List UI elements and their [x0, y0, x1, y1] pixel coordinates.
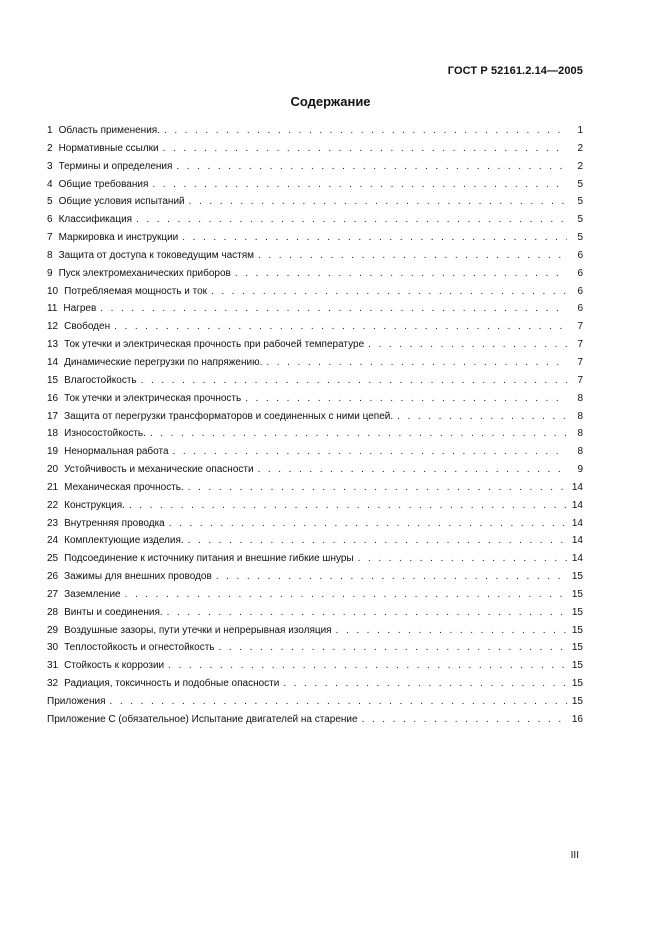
toc-entry-page: 14 [571, 535, 583, 547]
toc-entry-title: Ненормальная работа [64, 446, 169, 458]
toc-dot-leader [362, 711, 567, 729]
toc-entry [47, 300, 583, 318]
toc-entry-number: 14 [47, 356, 59, 368]
toc-dot-leader [219, 639, 567, 657]
toc-entry-page: 8 [577, 428, 583, 440]
toc-dot-leader [258, 461, 567, 479]
toc-entry-title: Влагостойкость [64, 374, 137, 386]
toc-entry-page: 15 [571, 642, 583, 654]
toc-dot-leader [173, 443, 567, 461]
toc-entry [47, 211, 583, 229]
toc-entry-page: 7 [577, 356, 583, 368]
toc-entry-number: 24 [47, 535, 59, 547]
toc-dot-leader [136, 211, 567, 229]
toc-entry-number: 25 [47, 553, 59, 565]
toc-entry-title: Стойкость к коррозии [64, 660, 165, 672]
toc-entry-page: 6 [577, 303, 583, 315]
toc-entry-title: Устойчивость и механические опасности [64, 464, 254, 476]
toc-entry-title: Зажимы для внешних проводов [64, 571, 212, 583]
toc-dot-leader [114, 318, 567, 336]
toc-entry-number: 29 [47, 624, 59, 636]
toc-entry-title: Воздушные зазоры, пути утечки и непрерывная изоляция [64, 624, 332, 636]
toc-entry [47, 657, 583, 675]
toc-entry [47, 479, 583, 497]
toc-entry-number: 5 [47, 196, 53, 208]
toc-entry-number: 31 [47, 660, 59, 672]
toc-entry-title: Износостойкость. [64, 428, 146, 440]
toc-entry-page: 1 [577, 125, 583, 136]
toc-dot-leader [283, 675, 567, 693]
toc-entry-page: 6 [577, 249, 583, 261]
toc-dot-leader [235, 265, 567, 283]
toc-entry [47, 176, 583, 194]
toc-entry-page: 2 [577, 160, 583, 172]
toc-dot-leader [266, 354, 567, 372]
toc-entry-title: Радиация, токсичность и подобные опасности [64, 678, 280, 690]
page-number: III [570, 850, 579, 861]
toc-entry-page: 8 [577, 392, 583, 404]
toc-dot-leader [110, 693, 567, 711]
toc-dot-leader [100, 300, 567, 318]
toc-entry [47, 122, 583, 140]
toc-entry-page: 15 [571, 624, 583, 636]
toc-entry-page: 8 [577, 446, 583, 458]
toc-entry-number: 18 [47, 428, 59, 440]
toc-entry-title: Комплектующие изделия. [64, 535, 184, 547]
toc-dot-leader [258, 247, 567, 265]
toc-entry [47, 550, 583, 568]
toc-entry-number: 7 [47, 232, 53, 244]
toc-dot-leader [182, 229, 567, 247]
toc-entry-page: 6 [577, 285, 583, 297]
toc-entry-number: 4 [47, 178, 53, 190]
toc-dot-leader [125, 586, 567, 604]
toc-entry-title: Пуск электромеханических приборов [58, 267, 231, 279]
toc-entry-number: 3 [47, 160, 53, 172]
toc-dot-leader [168, 657, 567, 675]
toc-entry-page: 5 [577, 196, 583, 208]
toc-entry-page: 15 [571, 571, 583, 583]
toc-entry-title: Защита от доступа к токоведущим частям [58, 249, 255, 261]
toc-entry-number: 11 [47, 303, 58, 315]
toc-dot-leader [150, 425, 567, 443]
toc-dot-leader [336, 622, 567, 640]
toc-entry [47, 622, 583, 640]
table-of-contents [47, 122, 583, 729]
toc-dot-leader [397, 408, 567, 426]
toc-entry-number: 20 [47, 464, 59, 476]
toc-entry-title: Потребляемая мощность и ток [64, 285, 208, 297]
toc-entry [47, 265, 583, 283]
toc-dot-leader [152, 176, 567, 194]
toc-entry-number: 15 [47, 374, 59, 386]
toc-entry-page: 15 [571, 606, 583, 618]
toc-entry-title: Маркировка и инструкции [58, 232, 179, 244]
toc-entry [47, 158, 583, 176]
toc-dot-leader [368, 336, 567, 354]
toc-entry [47, 229, 583, 247]
toc-entry-title: Общие условия испытаний [58, 196, 185, 208]
toc-entry-page: 6 [577, 267, 583, 279]
toc-entry-page: 7 [577, 374, 583, 386]
toc-dot-leader [211, 283, 567, 301]
toc-entry [47, 247, 583, 265]
toc-entry-page: 2 [577, 142, 583, 154]
toc-entry-page: 14 [571, 517, 583, 529]
toc-entry-title: Классификация [58, 214, 133, 226]
toc-entry [47, 515, 583, 533]
toc-dot-leader [358, 550, 567, 568]
toc-entry-title: Винты и соединения. [64, 606, 163, 618]
toc-dot-leader [216, 568, 567, 586]
toc-entry-title: Механическая прочность. [64, 481, 184, 493]
toc-entry-number: 13 [47, 339, 59, 351]
toc-dot-leader [163, 140, 567, 158]
toc-title: Содержание [290, 94, 371, 109]
toc-entry-title: Динамические перегрузки по напряжению. [64, 356, 263, 368]
toc-entry-title: Ток утечки и электрическая прочность [64, 392, 242, 404]
toc-entry-page: 15 [571, 588, 583, 600]
toc-entry-title: Область применения. [58, 125, 160, 136]
toc-entry-page: 14 [571, 499, 583, 511]
toc-entry-number: 6 [47, 214, 53, 226]
toc-entry-page: 9 [577, 464, 583, 476]
toc-entry-page: 15 [571, 660, 583, 672]
toc-entry-page: 15 [571, 696, 583, 707]
toc-entry [47, 193, 583, 211]
toc-entry [47, 425, 583, 443]
toc-entry-title: Общие требования [58, 178, 149, 190]
toc-entry-page: 7 [577, 339, 583, 351]
toc-entry-title: Заземление [64, 588, 121, 600]
toc-entry-number: 26 [47, 571, 59, 583]
toc-entry-number: 21 [47, 481, 59, 493]
toc-entry-title: Защита от перегрузки трансформаторов и соединенных с ними цепей. [64, 410, 394, 422]
toc-entry-number: 28 [47, 606, 59, 618]
toc-entry-title: Подсоединение к источнику питания и внешние гибкие шнуры [64, 553, 354, 565]
toc-dot-leader [164, 122, 567, 140]
toc-dot-leader [167, 604, 567, 622]
toc-entry-title: Конструкция. [64, 499, 125, 511]
toc-entry-title: Термины и определения [58, 160, 173, 172]
toc-entry-title: Приложения [47, 696, 106, 707]
toc-entry-number: 16 [47, 392, 59, 404]
toc-entry-title: Ток утечки и электрическая прочность при рабочей температуре [64, 339, 365, 351]
toc-entry-page: 14 [571, 553, 583, 565]
toc-dot-leader [141, 372, 567, 390]
toc-entry-page: 15 [571, 678, 583, 690]
toc-entry-title: Нагрев [63, 303, 97, 315]
toc-entry-number: 17 [47, 410, 59, 422]
toc-entry-number: 9 [47, 267, 53, 279]
toc-entry-number: 1 [47, 125, 53, 136]
toc-entry-number: 27 [47, 588, 59, 600]
toc-entry-title: Свободен [64, 321, 111, 333]
toc-entry [47, 283, 583, 301]
toc-entry-number: 30 [47, 642, 59, 654]
toc-entry-title: Нормативные ссылки [58, 142, 159, 154]
toc-dot-leader [169, 515, 567, 533]
toc-entry [47, 604, 583, 622]
toc-dot-leader [189, 193, 567, 211]
toc-entry [47, 390, 583, 408]
toc-entry-number: 10 [47, 285, 59, 297]
toc-entry-number: 12 [47, 321, 59, 333]
toc-entry [47, 318, 583, 336]
toc-entry-number: 32 [47, 678, 59, 690]
toc-entry-number: 19 [47, 446, 59, 458]
toc-entry [47, 372, 583, 390]
toc-entry [47, 461, 583, 479]
toc-entry [47, 586, 583, 604]
toc-entry-page: 5 [577, 214, 583, 226]
toc-entry-title: Приложение С (обязательное) Испытание двигателей на старение [47, 713, 358, 725]
toc-entry [47, 532, 583, 550]
toc-entry-number: 2 [47, 142, 53, 154]
toc-entry [47, 140, 583, 158]
toc-entry [47, 354, 583, 372]
toc-entry-page: 8 [577, 410, 583, 422]
toc-entry-number: 8 [47, 249, 53, 261]
toc-entry-title: Внутренняя проводка [64, 517, 165, 529]
toc-dot-leader [176, 158, 567, 176]
toc-entry [47, 443, 583, 461]
toc-entry [47, 639, 583, 657]
toc-entry-page: 5 [577, 178, 583, 190]
toc-dot-leader [129, 497, 567, 515]
toc-entry-number: 22 [47, 499, 59, 511]
toc-entry-page: 7 [577, 321, 583, 333]
toc-dot-leader [245, 390, 567, 408]
toc-entry [47, 711, 583, 729]
toc-entry-title: Теплостойкость и огнестойкость [64, 642, 215, 654]
toc-dot-leader [188, 532, 567, 550]
toc-entry [47, 675, 583, 693]
toc-entry-page: 16 [571, 713, 583, 725]
toc-entry [47, 568, 583, 586]
toc-entry [47, 693, 583, 711]
document-code: ГОСТ Р 52161.2.14—2005 [447, 65, 583, 77]
toc-entry [47, 497, 583, 515]
toc-entry-number: 23 [47, 517, 59, 529]
toc-entry [47, 408, 583, 426]
toc-entry-page: 5 [577, 232, 583, 244]
toc-entry [47, 336, 583, 354]
toc-entry-page: 14 [571, 481, 583, 493]
toc-dot-leader [188, 479, 567, 497]
